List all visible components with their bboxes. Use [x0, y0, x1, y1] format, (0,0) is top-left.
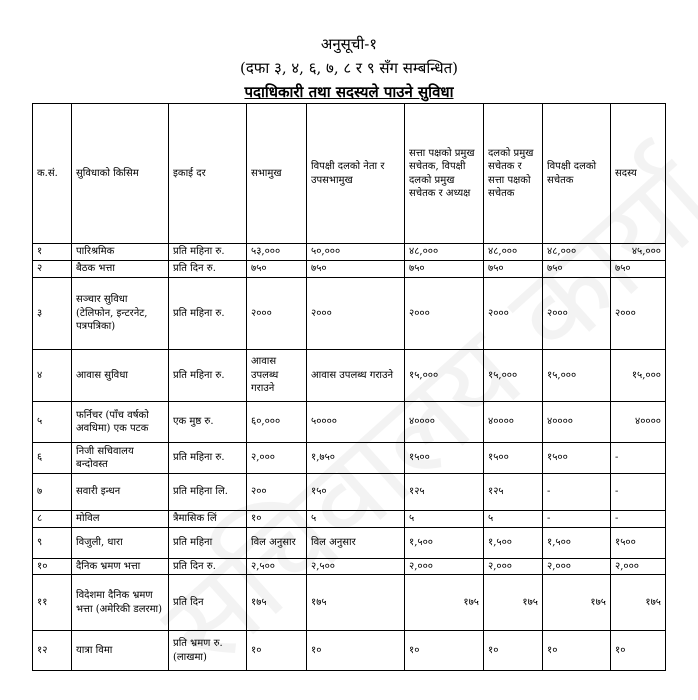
- table-cell: ३: [33, 278, 72, 350]
- col-header-speaker: सभामुख: [247, 104, 307, 244]
- table-cell: १५,०००: [611, 350, 666, 402]
- table-cell: त्रैमासिक लिं: [169, 511, 247, 528]
- table-cell: २,०००: [611, 558, 666, 575]
- table-cell: १५००: [543, 443, 611, 474]
- col-header-facility-type: सुविधाको किसिम: [72, 104, 169, 244]
- facilities-table: [32, 103, 666, 671]
- table-cell: १५००: [405, 443, 484, 474]
- table-cell: प्रति महिना रु.: [169, 350, 247, 402]
- table-cell: ७५०: [543, 261, 611, 278]
- table-cell: १५,०००: [484, 350, 543, 402]
- document-subtitle: (दफा ३, ४, ६, ७, ८ र ९ सँग सम्बन्धित): [239, 59, 459, 77]
- col-header-serial: क.सं.: [33, 104, 72, 244]
- table-row: [33, 511, 666, 528]
- table-cell: १५,०००: [543, 350, 611, 402]
- table-cell: ४००००: [543, 402, 611, 443]
- table-row: [33, 244, 666, 261]
- table-cell: २०००: [405, 278, 484, 350]
- table-cell: २,५००: [307, 558, 405, 575]
- table-cell: १०: [611, 631, 666, 671]
- table-cell: -: [611, 443, 666, 474]
- table-cell: २: [33, 261, 72, 278]
- table-cell: २,०००: [247, 443, 307, 474]
- document-title: अनुसूची-१: [320, 35, 378, 53]
- table-cell: १७५: [484, 575, 543, 631]
- col-header-opposition-leader: विपक्षी दलको नेता र उपसभामुख: [307, 104, 405, 244]
- table-cell: १७५: [405, 575, 484, 631]
- table-cell: १०: [484, 631, 543, 671]
- table-cell: विल अनुसार: [247, 527, 307, 558]
- col-header-unit-rate: इकाई दर: [169, 104, 247, 244]
- table-cell: १०: [405, 631, 484, 671]
- table-cell: ४५,०००: [611, 244, 666, 261]
- table-cell: १५,०००: [405, 350, 484, 402]
- table-cell: १०: [307, 631, 405, 671]
- table-cell: एक मुष्ठ रु.: [169, 402, 247, 443]
- table-cell: प्रति दिन: [169, 575, 247, 631]
- col-header-party-chief-whip: दलको प्रमुख सचेतक र सत्ता पक्षको सचेतक: [484, 104, 543, 244]
- table-cell: -: [611, 474, 666, 511]
- table-row: [33, 402, 666, 443]
- table-cell: प्रति महिना: [169, 527, 247, 558]
- table-cell: ५: [484, 511, 543, 528]
- table-cell: ५३,०००: [247, 244, 307, 261]
- table-cell: -: [543, 511, 611, 528]
- table-cell: फर्निचर (पाँच वर्षको अवधिमा) एक पटक: [72, 402, 169, 443]
- table-cell: १: [33, 244, 72, 261]
- table-cell: १२: [33, 631, 72, 671]
- table-cell: १,५००: [484, 527, 543, 558]
- table-row: [33, 443, 666, 474]
- table-cell: आवास उपलब्ध गराउने: [307, 350, 405, 402]
- table-cell: २,०००: [484, 558, 543, 575]
- table-cell: १७५: [611, 575, 666, 631]
- table-cell: मोविल: [72, 511, 169, 528]
- table-cell: ७५०: [484, 261, 543, 278]
- table-cell: ९: [33, 527, 72, 558]
- table-cell: १०: [33, 558, 72, 575]
- table-cell: सञ्चार सुविधा (टेलिफोन, इन्टरनेट, पत्रपत्रिका): [72, 278, 169, 350]
- table-cell: प्रति दिन रु.: [169, 558, 247, 575]
- table-cell: १,७५०: [307, 443, 405, 474]
- table-cell: ६: [33, 443, 72, 474]
- table-cell: ७५०: [405, 261, 484, 278]
- table-cell: विल अनुसार: [307, 527, 405, 558]
- table-cell: विजुली, धारा: [72, 527, 169, 558]
- table-cell: २०००: [247, 278, 307, 350]
- table-cell: आवास उपलब्ध गराउने: [247, 350, 307, 402]
- table-cell: ४८,०००: [543, 244, 611, 261]
- table-row: [33, 631, 666, 671]
- table-cell: ४००००: [484, 402, 543, 443]
- table-cell: १,५००: [543, 527, 611, 558]
- table-cell: प्रति महिना रु.: [169, 244, 247, 261]
- table-cell: ५००००: [307, 402, 405, 443]
- table-row: [33, 527, 666, 558]
- col-header-chief-whip: सत्ता पक्षको प्रमुख सचेतक, विपक्षी दलको प्रमुख सचेतक र अध्यक्ष: [405, 104, 484, 244]
- table-cell: दैनिक भ्रमण भत्ता: [72, 558, 169, 575]
- table-cell: १५००: [611, 527, 666, 558]
- table-row: [33, 575, 666, 631]
- table-cell: प्रति दिन रु.: [169, 261, 247, 278]
- table-cell: प्रति महिना लि.: [169, 474, 247, 511]
- table-cell: १५०: [307, 474, 405, 511]
- table-cell: बैठक भत्ता: [72, 261, 169, 278]
- table-row: [33, 350, 666, 402]
- table-cell: प्रति महिना रु.: [169, 443, 247, 474]
- table-heading: पदाधिकारी तथा सदस्यले पाउने सुविधा: [244, 83, 454, 101]
- table-cell: १२५: [405, 474, 484, 511]
- table-cell: ४: [33, 350, 72, 402]
- table-cell: ५: [307, 511, 405, 528]
- table-cell: १०: [247, 631, 307, 671]
- table-cell: ७: [33, 474, 72, 511]
- table-cell: २०००: [484, 278, 543, 350]
- table-cell: २,०००: [405, 558, 484, 575]
- table-cell: प्रति भ्रमण रु.(लाखमा): [169, 631, 247, 671]
- table-cell: ५०,०००: [307, 244, 405, 261]
- table-row: [33, 558, 666, 575]
- table-cell: ४८,०००: [405, 244, 484, 261]
- table-cell: ५: [405, 511, 484, 528]
- table-cell: ४००००: [611, 402, 666, 443]
- table-cell: १५००: [484, 443, 543, 474]
- table-row: [33, 278, 666, 350]
- table-cell: ७५०: [307, 261, 405, 278]
- table-cell: विदेशमा दैनिक भ्रमण भत्ता (अमेरिकी डलरमा): [72, 575, 169, 631]
- table-cell: १,५००: [405, 527, 484, 558]
- table-cell: २००: [247, 474, 307, 511]
- table-cell: सवारी इन्धन: [72, 474, 169, 511]
- table-cell: १०: [247, 511, 307, 528]
- table-cell: ७५०: [611, 261, 666, 278]
- table-cell: -: [611, 511, 666, 528]
- table-row: [33, 474, 666, 511]
- table-header-row: [33, 104, 666, 244]
- table-cell: ७५०: [247, 261, 307, 278]
- table-cell: निजी सचिवालय बन्दोवस्त: [72, 443, 169, 474]
- table-cell: २,०००: [543, 558, 611, 575]
- table-cell: -: [543, 474, 611, 511]
- table-cell: ४८,०००: [484, 244, 543, 261]
- table-cell: ११: [33, 575, 72, 631]
- table-cell: ५: [33, 402, 72, 443]
- table-cell: प्रति महिना रु.: [169, 278, 247, 350]
- table-row: [33, 261, 666, 278]
- col-header-member: सदस्य: [611, 104, 666, 244]
- table-cell: १७५: [307, 575, 405, 631]
- table-cell: ८: [33, 511, 72, 528]
- table-cell: ६०,०००: [247, 402, 307, 443]
- table-cell: १२५: [484, 474, 543, 511]
- table-cell: ४००००: [405, 402, 484, 443]
- table-cell: १७५: [247, 575, 307, 631]
- table-cell: २०००: [611, 278, 666, 350]
- table-cell: पारिश्रमिक: [72, 244, 169, 261]
- table-cell: २०००: [307, 278, 405, 350]
- table-cell: यात्रा विमा: [72, 631, 169, 671]
- table-cell: १०: [543, 631, 611, 671]
- table-cell: १७५: [543, 575, 611, 631]
- table-cell: २,५००: [247, 558, 307, 575]
- col-header-opposition-whip: विपक्षी दलको सचेतक: [543, 104, 611, 244]
- table-cell: आवास सुविधा: [72, 350, 169, 402]
- table-cell: २०००: [543, 278, 611, 350]
